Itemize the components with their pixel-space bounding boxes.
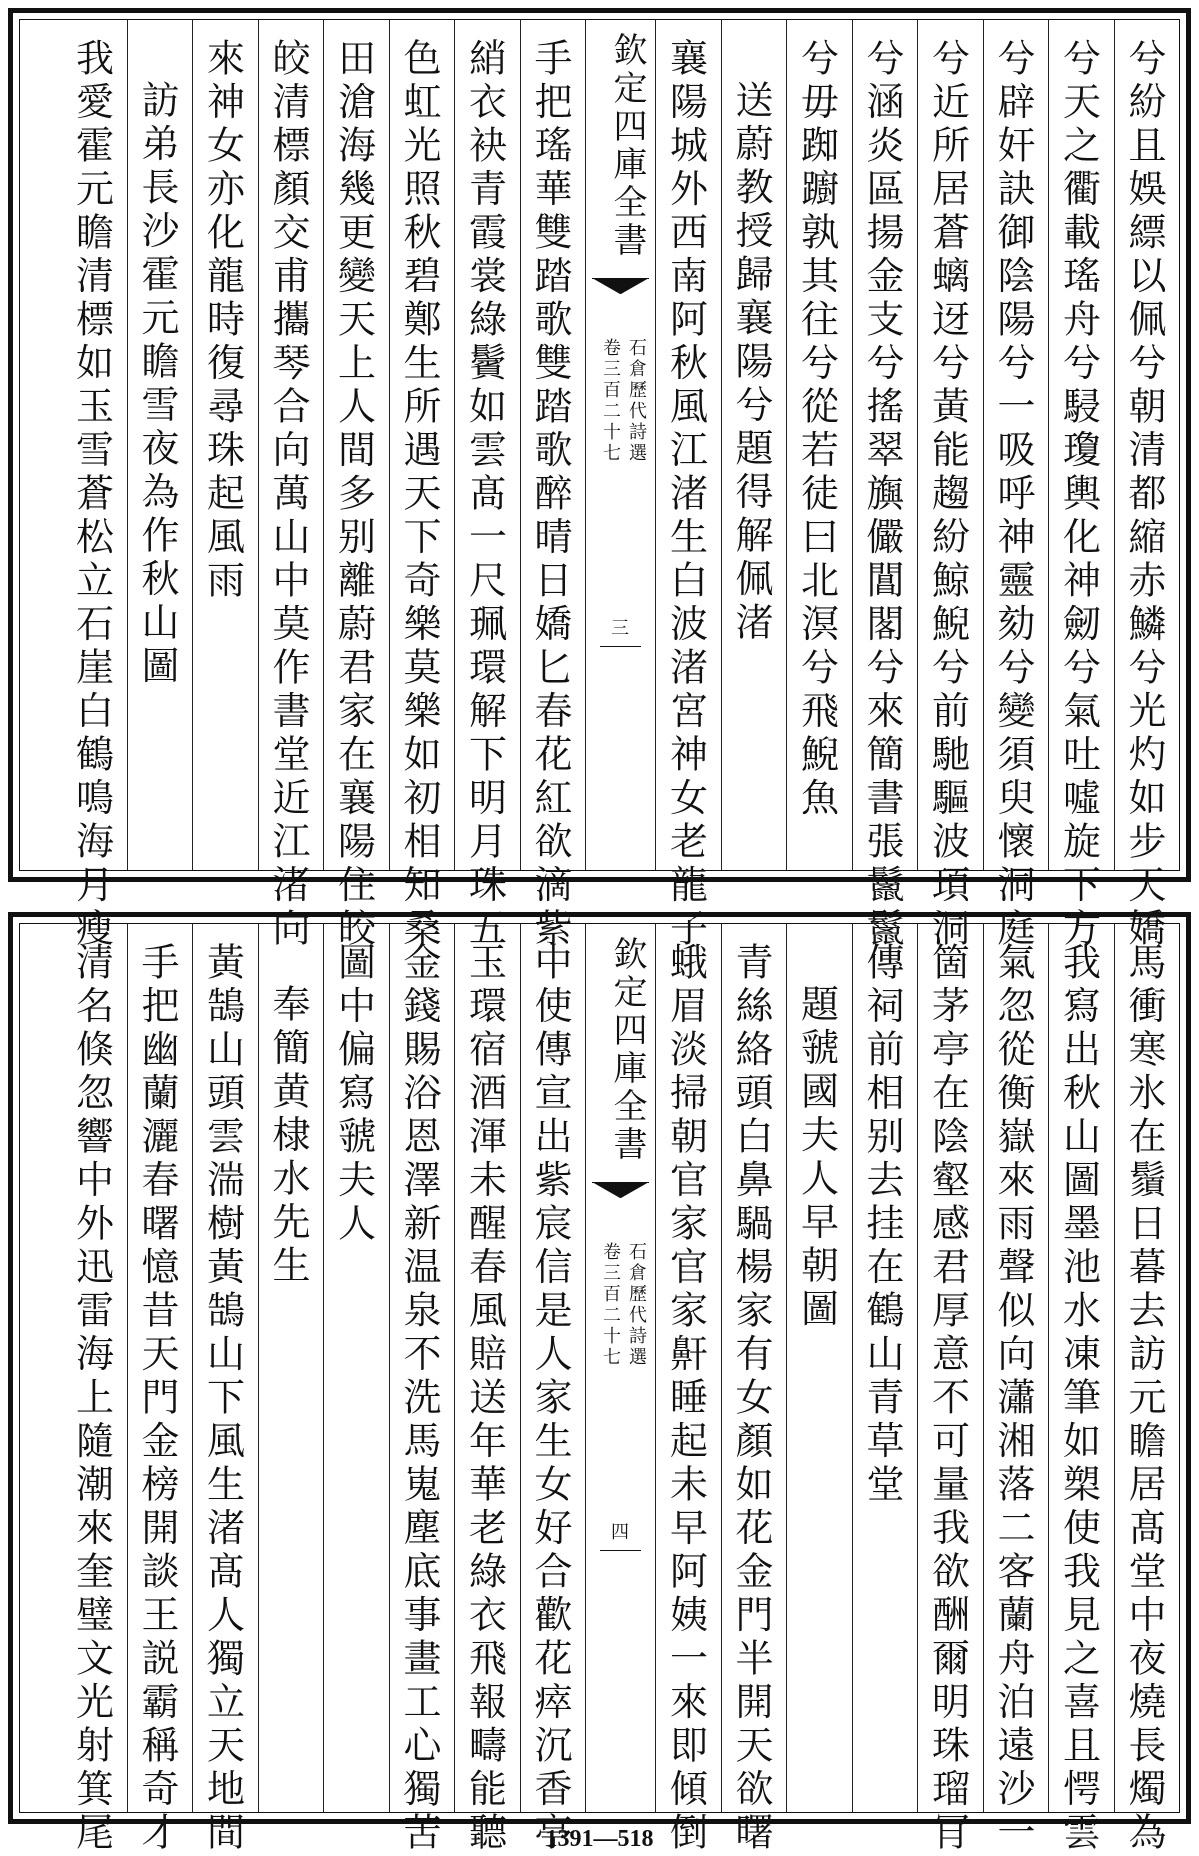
upper-page — [8, 8, 1191, 952]
center-fold-column — [585, 924, 655, 1812]
leaf-number: 三 — [608, 618, 629, 636]
text-column — [721, 20, 787, 870]
book-title: 石倉歷代詩選 — [626, 1242, 647, 1368]
upper-page-inner-border — [19, 19, 1180, 952]
center-fold-column — [585, 20, 655, 870]
text-column — [454, 20, 520, 952]
column-text: 襄陽城外西南阿秋風江渚生白波渚宮神女老龍子 — [663, 38, 708, 952]
column-text: 青絲絡頭白鼻騧楊家有女顏如花金門半開天欲曙 — [729, 942, 773, 1856]
column-text: 色虹光照秋碧鄭生所遇天下奇樂莫樂如初相知桑 — [397, 38, 441, 952]
text-column — [983, 20, 1049, 952]
collection-title: 欽定四庫全書 — [607, 936, 647, 1164]
column-text: 氣忽從衡嶽來雨聲似向瀟湘落二客蘭舟泊遠沙一 — [991, 942, 1035, 1856]
text-column — [655, 924, 721, 1856]
column-text: 我寫出秋山圖墨池水凍筆如槊使我見之喜且愕雲 — [1056, 942, 1101, 1856]
column-text: 兮辟奸訣御陰陽兮一吸呼神靈劾兮變須臾懷洞庭 — [991, 38, 1035, 952]
text-column — [917, 924, 983, 1856]
volume-number: 卷三百二十七 — [600, 338, 621, 464]
text-column — [1048, 20, 1114, 952]
column-text: 兮近所居蒼螭迓兮黃能趨紛鯨鯢兮前馳驅波頊洞 — [925, 38, 970, 952]
text-column — [323, 20, 389, 952]
column-text: 蛾眉淡掃朝官家官家鼾睡起未早阿姨一來即傾倒 — [663, 942, 708, 1856]
column-text: 箇茅亭在陰壑感君厚意不可量我欲酬爾明珠瑠肎 — [925, 942, 970, 1856]
text-column — [127, 20, 193, 870]
column-text: 我愛霍元瞻清標如玉雪蒼松立石崖白鶴鳴海月瘦 — [69, 38, 114, 952]
column-text: 兮毋踟躕孰其往兮從若徒曰北溟兮飛鯢魚 — [794, 38, 839, 821]
page-footer-number: 1391—518 — [545, 1826, 654, 1852]
column-text: 兮天之衢載瑤舟兮駸瓊輿化神劒兮氣吐噓旋下方 — [1056, 38, 1101, 952]
text-column — [852, 20, 918, 952]
column-text: 手把瑤華雙踏歌雙踏歌醉晴日嬌匕春花紅欲滴紫 — [528, 38, 572, 952]
column-text: 兮紛且娛縹以佩兮朝清都縮赤鱗兮光灼如步天嬌 — [1122, 38, 1166, 952]
column-text: 奉簡黄棣水先生 — [266, 984, 310, 1289]
column-text: 金錢賜浴恩澤新温泉不洗馬嵬塵底事畫工心獨苦 — [397, 942, 441, 1856]
text-column — [258, 20, 324, 952]
column-text: 傳祠前相别去挂在鶴山青草堂 — [860, 942, 904, 1508]
text-column — [192, 20, 258, 870]
column-text: 圖中偏寫虢夫人 — [331, 942, 376, 1247]
column-text: 來神女亦化龍時復尋珠起風雨 — [200, 38, 245, 604]
text-column — [61, 20, 127, 952]
text-column — [852, 924, 918, 1812]
text-column — [786, 20, 852, 870]
fold-line — [600, 646, 641, 647]
text-column — [786, 924, 852, 1812]
text-column — [655, 20, 721, 952]
text-column — [127, 924, 193, 1856]
text-column — [1114, 20, 1180, 952]
column-text: 馬衝寒氷在鬚日暮去訪元瞻居髙堂中夜燒長燭為 — [1122, 942, 1166, 1856]
leaf-number: 四 — [608, 1522, 629, 1540]
text-column — [983, 924, 1049, 1856]
fishtail-mark — [592, 1182, 649, 1213]
column-text: 清名倏忽響中外迅雷海上隨潮來奎璧文光射箕尾 — [69, 942, 114, 1856]
fold-line — [600, 1550, 641, 1551]
text-column — [520, 924, 586, 1856]
book-title: 石倉歷代詩選 — [626, 338, 647, 464]
text-column — [721, 924, 787, 1856]
upper-page-columns — [20, 20, 1179, 952]
text-column — [258, 924, 324, 1812]
fishtail-mark — [592, 278, 649, 309]
column-text: 送蔚教授歸襄陽兮題得解佩渚 — [729, 80, 773, 646]
text-column — [1048, 924, 1114, 1856]
column-text: 玉環宿酒渾未醒春風賠送年華老綠衣飛報疇能聽 — [462, 942, 507, 1856]
column-text: 兮涵炎區揚金支兮搖翠旟儼閶閣兮來簡書張鬣鬣 — [860, 38, 904, 952]
column-text: 中使傳宣出紫宸信是人家生女好合歡花瘁沉香亭 — [528, 942, 572, 1856]
column-text: 手把幽蘭灑春曙憶昔天門金榜開談王説霸稱奇才 — [135, 942, 179, 1856]
text-column — [454, 924, 520, 1856]
text-column — [61, 924, 127, 1856]
column-text: 黃鵠山頭雲湍樹黃鵠山下風生渚髙人獨立天地間 — [200, 942, 245, 1856]
column-text: 綃衣袂青霞裳綠鬢如雲髙一尺珮環解下明月珠五 — [462, 38, 507, 952]
text-column — [389, 924, 455, 1856]
volume-number: 卷三百二十七 — [600, 1242, 621, 1368]
text-column — [520, 20, 586, 952]
text-column — [1114, 924, 1180, 1856]
column-text: 訪弟長沙霍元瞻雪夜為作秋山圖 — [135, 80, 179, 689]
text-column — [917, 20, 983, 952]
text-column — [323, 924, 389, 1812]
column-text: 田滄海幾更變天上人間多别離蔚君家在襄陽住皎 — [331, 38, 376, 952]
text-column — [192, 924, 258, 1856]
text-column — [389, 20, 455, 952]
collection-title: 欽定四庫全書 — [607, 32, 647, 260]
column-text: 皎清標顏交甫攜琴合向萬山中莫作書堂近江渚向 — [266, 38, 310, 952]
column-text: 題虢國夫人早朝圖 — [794, 984, 839, 1332]
